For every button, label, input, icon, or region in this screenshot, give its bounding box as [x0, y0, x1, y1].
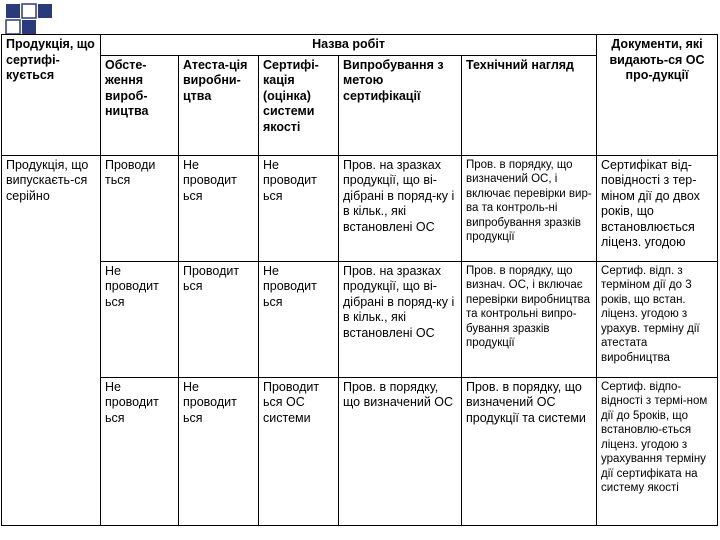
cell-certification: Проводит ься ОС системи	[259, 377, 339, 525]
table-row	[2, 377, 718, 525]
header-documents: Документи, які видають-ся ОС про-дукції	[597, 35, 718, 156]
cell-survey: Не проводит ься	[101, 377, 179, 525]
cell-documents: Сертиф. відпо-відності з термі-ном дії до 5років, що встановлю-ється ліценз. угодою з урахування терміну дії сертифіката на систему якості	[597, 377, 718, 525]
cell-documents: Сертифікат від-повідності з тер-міном дії до двох років, що встановлюється ліценз. угодою	[597, 155, 718, 261]
cell-attestation: Не проводит ься	[179, 377, 259, 525]
header-attestation: Атеста-ція виробни-цтва	[179, 55, 259, 155]
header-supervision: Технічний нагляд	[462, 55, 597, 155]
certification-schemes-table	[1, 34, 718, 526]
cell-survey: Не проводит ься	[101, 261, 179, 377]
cell-certification: Не проводит ься	[259, 261, 339, 377]
corner-decoration	[0, 0, 60, 36]
cell-attestation: Проводит ься	[179, 261, 259, 377]
cell-testing: Пров. на зразках продукції, що ві-дібрані в поряд-ку і в кільк., які встановлені ОС	[339, 261, 462, 377]
table-row	[2, 261, 718, 377]
cell-documents: Сертиф. відп. з терміном дії до 3 років, що встан. ліценз. угодою з урахув. терміну дії атестата виробництва	[597, 261, 718, 377]
header-survey: Обсте-ження вироб-ництва	[101, 55, 179, 155]
header-certification: Сертифі-кація (оцінка) системи якості	[259, 55, 339, 155]
row-product: Продукція, що випускаєть-ся серійно	[2, 155, 101, 525]
cell-certification: Не проводит ься	[259, 155, 339, 261]
cell-testing: Пров. в порядку, що визначений ОС	[339, 377, 462, 525]
table-row	[2, 155, 718, 261]
header-product: Продукція, що сертифі-кується	[2, 35, 101, 156]
header-testing: Випробування з метою сертифікації	[339, 55, 462, 155]
cell-testing: Пров. на зразках продукції, що ві-дібрані в поряд-ку і в кільк., які встановлені ОС	[339, 155, 462, 261]
cell-attestation: Не проводит ься	[179, 155, 259, 261]
header-works-title: Назва робіт	[101, 35, 597, 56]
cell-survey: Проводи ться	[101, 155, 179, 261]
cell-supervision: Пров. в порядку, що визначений ОС продукції та системи	[462, 377, 597, 525]
cell-supervision: Пров. в порядку, що визнач. ОС, і включає перевірки виробництва та контрольні випро-бування зразків продукції	[462, 261, 597, 377]
cell-supervision: Пров. в порядку, що визначений ОС, і включає перевірки вир-ва та контроль-ні випробування зразків продукції	[462, 155, 597, 261]
